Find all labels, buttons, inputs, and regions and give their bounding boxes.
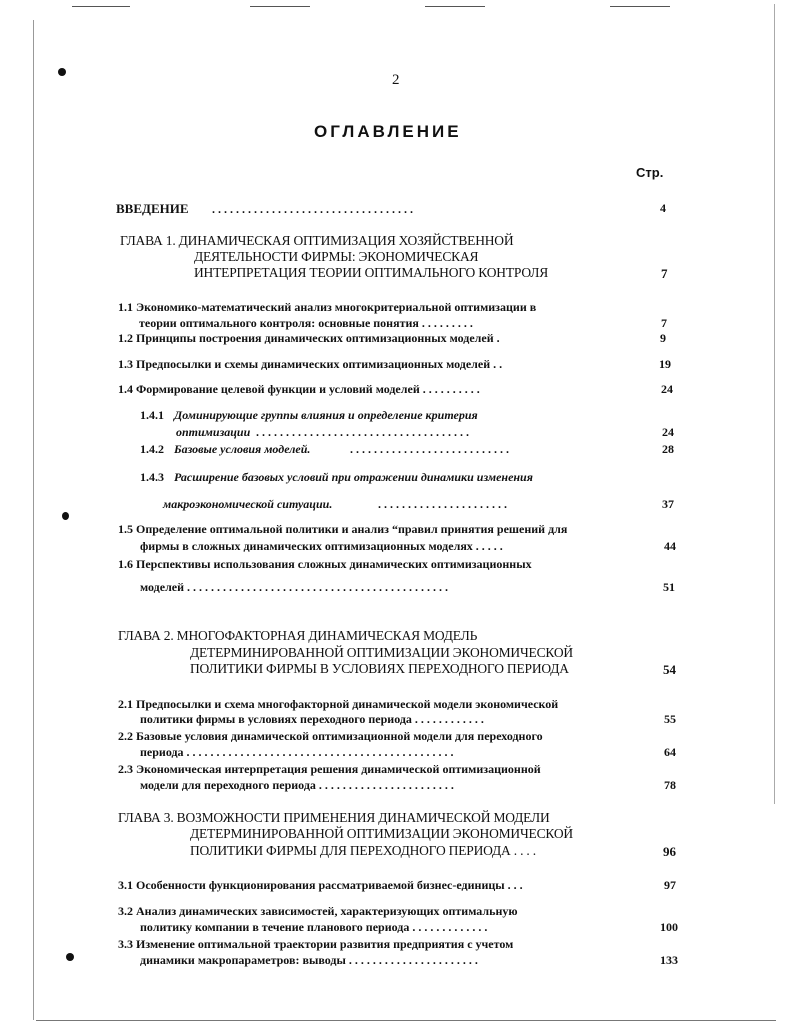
toc-1-4-3-number: 1.4.3 bbox=[140, 470, 164, 484]
toc-3-2-page: 100 bbox=[660, 920, 678, 934]
toc-1-4-2-page: 28 bbox=[662, 442, 674, 456]
chapter-3-title-line3: ПОЛИТИКИ ФИРМЫ ДЛЯ ПЕРЕХОДНОГО ПЕРИОДА . . . . bbox=[190, 843, 536, 858]
toc-1-4: 1.4 Формирование целевой функции и условий моделей . . . . . . . . . . bbox=[118, 382, 480, 396]
toc-3-1-page: 97 bbox=[664, 878, 676, 892]
toc-3-1: 3.1 Особенности функционирования рассматриваемой бизнес-единицы . . . bbox=[118, 878, 523, 892]
toc-1-2-page: 9 bbox=[660, 331, 666, 345]
chapter-1-title-line1: ГЛАВА 1. ДИНАМИЧЕСКАЯ ОПТИМИЗАЦИЯ ХОЗЯЙСТВЕННОЙ bbox=[120, 233, 514, 248]
toc-1-4-1-page: 24 bbox=[662, 425, 674, 439]
toc-1-4-3-line1: Расширение базовых условий при отражении динамики изменения bbox=[174, 470, 533, 484]
toc-1-6-line1: 1.6 Перспективы использования сложных динамических оптимизационных bbox=[118, 557, 532, 571]
chapter-2-page: 54 bbox=[663, 662, 676, 677]
scan-border-top-right bbox=[610, 6, 670, 7]
toc-1-4-1-number: 1.4.1 bbox=[140, 408, 164, 422]
toc-2-2-line1: 2.2 Базовые условия динамической оптимизационной модели для переходного bbox=[118, 729, 543, 743]
toc-1-1-page: 7 bbox=[661, 316, 667, 330]
toc-2-2-line2: периода . . . . . . . . . . . . . . . . . . . . . . . . . . . . . . . . . . . . . . . . . . . . . bbox=[140, 745, 454, 759]
chapter-3-page: 96 bbox=[663, 844, 676, 859]
scan-speck-2 bbox=[62, 512, 69, 520]
scan-border-left bbox=[33, 20, 34, 1020]
toc-intro-label: ВВЕДЕНИЕ bbox=[116, 201, 189, 216]
toc-1-4-1-line2: оптимизации bbox=[176, 425, 251, 439]
toc-1-4-3-line2: макроэкономической ситуации. bbox=[163, 497, 333, 511]
chapter-3-title-line1: ГЛАВА 3. ВОЗМОЖНОСТИ ПРИМЕНЕНИЯ ДИНАМИЧЕСКОЙ МОДЕЛИ bbox=[118, 810, 550, 825]
toc-1-3: 1.3 Предпосылки и схемы динамических оптимизационных моделей . . bbox=[118, 357, 503, 371]
toc-1-2: 1.2 Принципы построения динамических оптимизационных моделей . bbox=[118, 331, 500, 345]
toc-1-6-line2: моделей . . . . . . . . . . . . . . . . . . . . . . . . . . . . . . . . . . . . . . . . . . . . bbox=[140, 580, 449, 594]
toc-2-1-line2: политики фирмы в условиях переходного периода . . . . . . . . . . . . bbox=[140, 712, 484, 726]
chapter-2-title-line1: ГЛАВА 2. МНОГОФАКТОРНАЯ ДИНАМИЧЕСКАЯ МОДЕЛЬ bbox=[118, 628, 478, 643]
scan-speck-3 bbox=[66, 953, 74, 961]
scan-speck-1 bbox=[58, 68, 66, 76]
toc-intro-dots: . . . . . . . . . . . . . . . . . . . . . . . . . . . . . . . . . . bbox=[212, 202, 413, 216]
toc-1-4-1-dots: . . . . . . . . . . . . . . . . . . . . . . . . . . . . . . . . . . . . bbox=[256, 425, 469, 439]
chapter-3-title-line2: ДЕТЕРМИНИРОВАННОЙ ОПТИМИЗАЦИИ ЭКОНОМИЧЕСКОЙ bbox=[190, 826, 573, 841]
toc-1-3-page: 19 bbox=[659, 357, 671, 371]
toc-3-2-line1: 3.2 Анализ динамических зависимостей, характеризующих оптимальную bbox=[118, 904, 518, 918]
toc-1-1-line1: 1.1 Экономико-математический анализ многокритериальной оптимизации в bbox=[118, 300, 537, 314]
chapter-1-title-line3: ИНТЕРПРЕТАЦИЯ ТЕОРИИ ОПТИМАЛЬНОГО КОНТРОЛЯ bbox=[194, 265, 548, 280]
scan-border-right bbox=[774, 4, 775, 804]
toc-3-3-line1: 3.3 Изменение оптимальной траектории развития предприятия с учетом bbox=[118, 937, 514, 951]
scan-border-top-mid2 bbox=[425, 6, 485, 7]
toc-1-5-page: 44 bbox=[664, 539, 676, 553]
toc-1-4-3-page: 37 bbox=[662, 497, 674, 511]
toc-3-2-line2: политику компании в течение планового периода . . . . . . . . . . . . . bbox=[140, 920, 488, 934]
toc-1-4-page: 24 bbox=[661, 382, 673, 396]
toc-1-1-line2: теории оптимального контроля: основные понятия . . . . . . . . . bbox=[139, 316, 473, 330]
toc-1-4-2-label: Базовые условия моделей. bbox=[174, 442, 311, 456]
page-column-label: Стр. bbox=[636, 165, 664, 180]
toc-1-4-2-dots: . . . . . . . . . . . . . . . . . . . . . . . . . . . bbox=[350, 442, 509, 456]
toc-2-1-page: 55 bbox=[664, 712, 676, 726]
toc-intro-page: 4 bbox=[660, 201, 666, 215]
scan-border-top-left bbox=[72, 6, 130, 7]
page-title: ОГЛАВЛЕНИЕ bbox=[314, 122, 462, 141]
toc-2-3-page: 78 bbox=[664, 778, 676, 792]
toc-3-3-page: 133 bbox=[660, 953, 678, 967]
toc-1-4-1-line1: Доминирующие группы влияния и определение критерия bbox=[174, 408, 478, 422]
toc-2-2-page: 64 bbox=[664, 745, 676, 759]
toc-1-4-3-dots: . . . . . . . . . . . . . . . . . . . . . . bbox=[378, 497, 507, 511]
toc-2-3-line1: 2.3 Экономическая интерпретация решения динамической оптимизационной bbox=[118, 762, 541, 776]
scan-border-top-mid bbox=[250, 6, 310, 7]
toc-2-1-line1: 2.1 Предпосылки и схема многофакторной динамической модели экономической bbox=[118, 697, 559, 711]
chapter-1-page: 7 bbox=[661, 266, 668, 281]
chapter-2-title-line3: ПОЛИТИКИ ФИРМЫ В УСЛОВИЯХ ПЕРЕХОДНОГО ПЕРИОДА bbox=[190, 661, 569, 676]
scan-border-bottom bbox=[36, 1020, 776, 1021]
toc-3-3-line2: динамики макропараметров: выводы . . . . . . . . . . . . . . . . . . . . . . bbox=[140, 953, 478, 967]
chapter-2-title-line2: ДЕТЕРМИНИРОВАННОЙ ОПТИМИЗАЦИИ ЭКОНОМИЧЕСКОЙ bbox=[190, 645, 573, 660]
page-number: 2 bbox=[392, 72, 400, 88]
toc-2-3-line2: модели для переходного периода . . . . . . . . . . . . . . . . . . . . . . . bbox=[140, 778, 454, 792]
toc-1-6-page: 51 bbox=[663, 580, 675, 594]
chapter-1-title-line2: ДЕЯТЕЛЬНОСТИ ФИРМЫ: ЭКОНОМИЧЕСКАЯ bbox=[194, 249, 479, 264]
toc-1-5-line1: 1.5 Определение оптимальной политики и анализ “правил принятия решений для bbox=[118, 522, 568, 536]
toc-1-5-line2: фирмы в сложных динамических оптимизационных моделях . . . . . bbox=[140, 539, 503, 553]
toc-1-4-2-number: 1.4.2 bbox=[140, 442, 164, 456]
